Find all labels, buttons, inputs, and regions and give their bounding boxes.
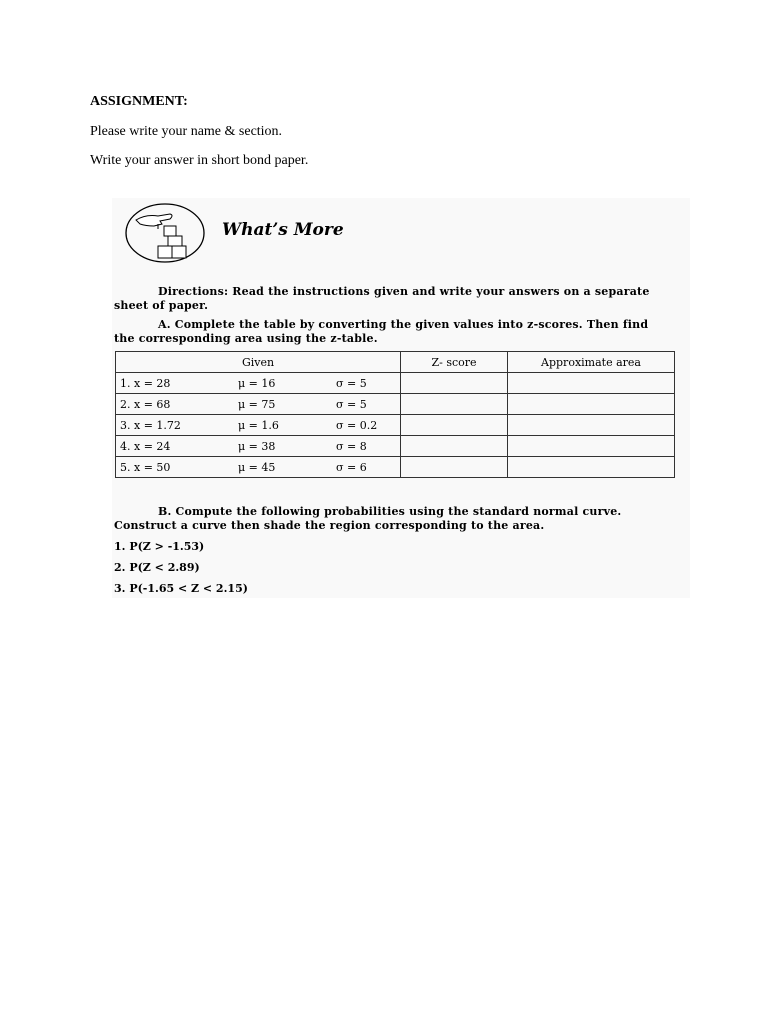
list-item: 2. P(Z < 2.89): [114, 561, 200, 574]
part-a-line-2: the corresponding area using the z-table.: [114, 332, 378, 345]
cell-sigma: σ = 5: [332, 373, 401, 394]
problem-list: [114, 540, 248, 603]
cell-x: 1. x = 28: [116, 373, 235, 394]
directions-line-1: Directions: Read the instructions given and write your answers on a separate: [158, 285, 650, 298]
cell-mu: μ = 16: [234, 373, 332, 394]
cell-sigma: σ = 8: [332, 436, 401, 457]
cell-mu: μ = 45: [234, 457, 332, 478]
cell-mu: μ = 38: [234, 436, 332, 457]
cell-z-score: [401, 394, 508, 415]
cell-z-score: [401, 457, 508, 478]
list-item: 1. P(Z > -1.53): [114, 540, 205, 553]
directions-text: [114, 285, 662, 313]
cell-approx-area: [508, 436, 675, 457]
directions-line-2: sheet of paper.: [114, 299, 209, 312]
part-b-line-1: B. Compute the following probabilities using the standard normal curve.: [158, 505, 622, 518]
hand-blocks-icon: [124, 202, 206, 264]
table-row: [116, 436, 675, 457]
module-scan: [112, 198, 690, 598]
cell-approx-area: [508, 415, 675, 436]
cell-z-score: [401, 373, 508, 394]
part-a-text: [114, 318, 662, 346]
table-row: [116, 457, 675, 478]
assignment-title: ASSIGNMENT:: [90, 94, 188, 109]
cell-approx-area: [508, 457, 675, 478]
cell-sigma: σ = 5: [332, 394, 401, 415]
z-score-table: [115, 351, 675, 478]
cell-mu: μ = 1.6: [234, 415, 332, 436]
instruction-line-2: Write your answer in short bond paper.: [90, 153, 309, 168]
cell-x: 4. x = 24: [116, 436, 235, 457]
part-b-text: [114, 505, 662, 533]
cell-mu: μ = 75: [234, 394, 332, 415]
header-approx-area: Approximate area: [508, 352, 675, 373]
cell-sigma: σ = 6: [332, 457, 401, 478]
cell-approx-area: [508, 373, 675, 394]
cell-x: 5. x = 50: [116, 457, 235, 478]
cell-approx-area: [508, 394, 675, 415]
header-given: Given: [116, 352, 401, 373]
list-item: 3. P(-1.65 < Z < 2.15): [114, 582, 248, 595]
assignment-intro: [90, 94, 710, 182]
table-row: [116, 373, 675, 394]
table-row: [116, 415, 675, 436]
cell-sigma: σ = 0.2: [332, 415, 401, 436]
table-header-row: [116, 352, 675, 373]
header-z-score: Z- score: [401, 352, 508, 373]
section-heading: What’s More: [222, 220, 344, 240]
cell-x: 3. x = 1.72: [116, 415, 235, 436]
part-b-line-2: Construct a curve then shade the region corresponding to the area.: [114, 519, 545, 532]
cell-z-score: [401, 415, 508, 436]
cell-z-score: [401, 436, 508, 457]
table-row: [116, 394, 675, 415]
instruction-line-1: Please write your name & section.: [90, 124, 283, 139]
cell-x: 2. x = 68: [116, 394, 235, 415]
part-a-line-1: A. Complete the table by converting the given values into z-scores. Then find: [158, 318, 649, 331]
